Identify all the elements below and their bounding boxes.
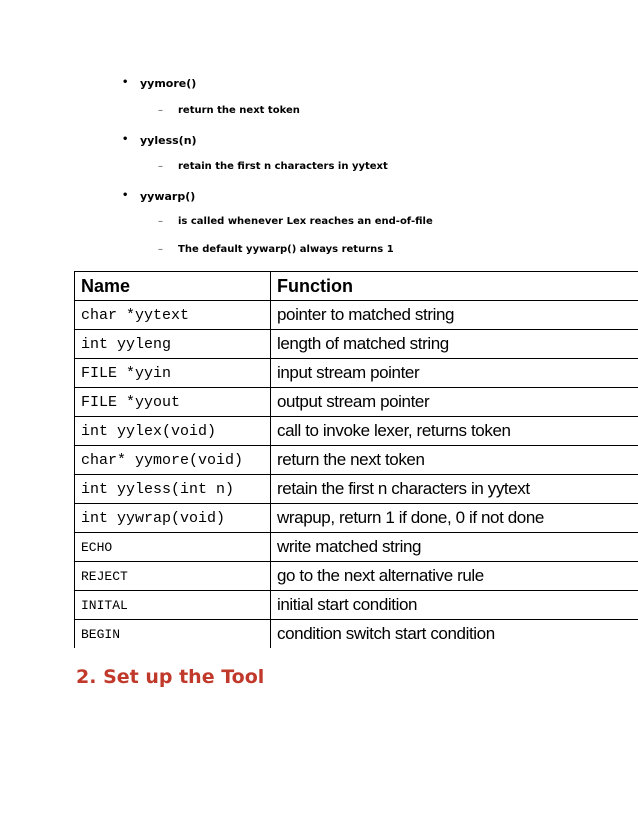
table-row [75, 301, 638, 330]
table-row [75, 388, 638, 417]
cell-name: REJECT [75, 562, 271, 591]
dash-glyph: – [158, 161, 163, 172]
cell-name: ECHO [75, 533, 271, 562]
cell-function: output stream pointer [271, 388, 638, 417]
table-row [75, 591, 638, 620]
cell-function: condition switch start condition [271, 620, 638, 649]
bullet-glyph: • [122, 134, 129, 145]
sub-item-text: retain the first n characters in yytext [178, 161, 388, 172]
bullet-label: yymore() [140, 77, 197, 90]
bullet-glyph: • [122, 77, 129, 88]
cell-name: int yylex(void) [75, 417, 271, 446]
table-row [75, 417, 638, 446]
cell-name: char *yytext [75, 301, 271, 330]
cell-function: go to the next alternative rule [271, 562, 638, 591]
column-header-function: Function [271, 272, 638, 301]
table-row [75, 620, 638, 649]
bullet-glyph: • [122, 190, 129, 201]
column-header-name: Name [75, 272, 271, 301]
dash-glyph: – [158, 244, 163, 255]
cell-name: FILE *yyout [75, 388, 271, 417]
table-header-row [75, 272, 638, 301]
cell-function: return the next token [271, 446, 638, 475]
cell-function: retain the first n characters in yytext [271, 475, 638, 504]
table-row [75, 504, 638, 533]
cell-function: write matched string [271, 533, 638, 562]
cell-function: call to invoke lexer, returns token [271, 417, 638, 446]
cell-name: INITAL [75, 591, 271, 620]
section-number: 2. [76, 666, 97, 688]
cell-name: char* yymore(void) [75, 446, 271, 475]
section-heading [76, 666, 264, 688]
cell-function: pointer to matched string [271, 301, 638, 330]
cell-function: wrapup, return 1 if done, 0 if not done [271, 504, 638, 533]
cell-name: int yyless(int n) [75, 475, 271, 504]
cell-name: FILE *yyin [75, 359, 271, 388]
dash-glyph: – [158, 105, 163, 116]
cell-name: int yywrap(void) [75, 504, 271, 533]
table-row [75, 446, 638, 475]
dash-glyph: – [158, 216, 163, 227]
sub-item-text: is called whenever Lex reaches an end-of-file [178, 216, 433, 227]
section-title: Set up the Tool [103, 666, 265, 688]
cell-function: length of matched string [271, 330, 638, 359]
table-row [75, 330, 638, 359]
bullet-label: yywarp() [140, 190, 196, 203]
cell-function: input stream pointer [271, 359, 638, 388]
cell-name: BEGIN [75, 620, 271, 649]
table-row [75, 533, 638, 562]
cell-name: int yyleng [75, 330, 271, 359]
cell-function: initial start condition [271, 591, 638, 620]
sub-item-text: return the next token [178, 105, 300, 116]
table-row [75, 562, 638, 591]
sub-item-text: The default yywarp() always returns 1 [178, 244, 394, 255]
bullet-label: yyless(n) [140, 134, 197, 147]
lex-reference-table [74, 271, 638, 648]
table-row [75, 359, 638, 388]
table-row [75, 475, 638, 504]
